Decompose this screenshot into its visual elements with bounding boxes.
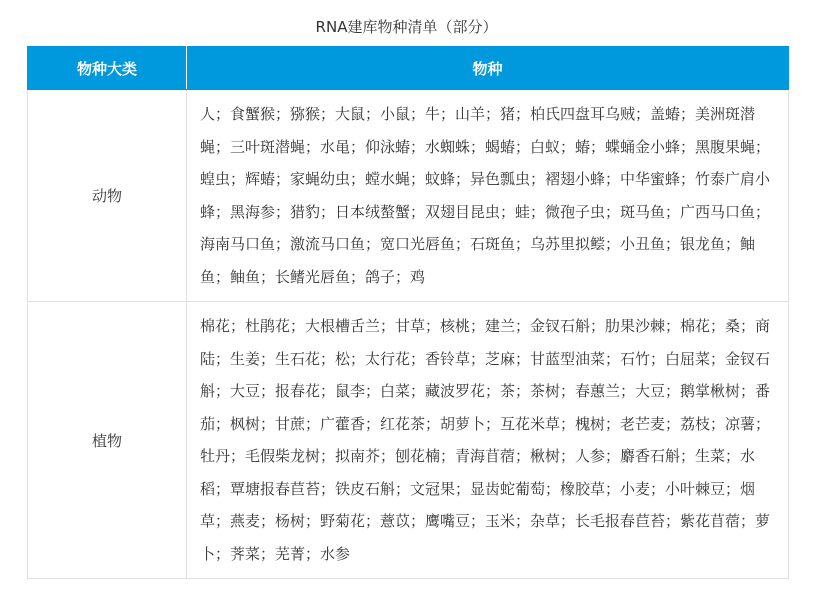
header-category: 物种大类 [28,47,187,90]
species-table [27,46,789,579]
table-caption: RNA建库物种清单（部分） [315,18,498,36]
header-species: 物种 [187,47,789,90]
table-row-plants [28,302,789,579]
species-cell: 棉花；杜鹃花；大根槽舌兰；甘草；核桃；建兰；金钗石斛；肋果沙棘；棉花；桑；商陆；生姜；生石花；松；太行花；香铃草；芝麻；甘蓝型油菜；石竹；白屈菜；金钗石斛；大豆；报春花；鼠李；白菜；藏波罗花；茶；茶树；春蕙兰；大豆；鹅掌楸树；番茄；枫树；甘蔗；广藿香；红花茶；胡萝卜；互花米草；槐树；老芒麦；荔枝；凉薯；牡丹；毛假柴龙树；拟南芥；刨花楠；青海苜蓿；楸树；人参；麝香石斛；生菜；水稻；覃塘报春苣苔；铁皮石斛；文冠果；显齿蛇葡萄；橡胶草；小麦；小叶棘豆；烟草；燕麦；杨树；野菊花；薏苡；鹰嘴豆；玉米；杂草；长毛报春苣苔；紫花苜蓿；萝卜；荠菜；芜菁；水参 [187,302,789,579]
species-cell: 人；食蟹猴；猕猴；大鼠；小鼠；牛；山羊；猪；柏氏四盘耳乌贼；盖蝽；美洲斑潜蝇；三叶斑潜蝇；水黾；仰泳蝽；水蜘蛛；蝎蝽；白蚁；蝽；蝶蛹金小蜂；黑腹果蝇；蝗虫；辉蝽；家蝇幼虫；螳水蝇；蚊蜂；异色瓢虫；褶翅小蜂；中华蜜蜂；竹泰广肩小蜂；黑海参；猎豹；日本绒螯蟹；双翅目昆虫；蛙；微孢子虫；斑马鱼；广西马口鱼；海南马口鱼；激流马口鱼；宽口光唇鱼；石斑鱼；乌苏里拟鲿；小丑鱼；银龙鱼；鲉鱼；鲉鱼；长鳍光唇鱼；鸽子；鸡 [187,90,789,302]
category-cell: 动物 [28,90,187,302]
table-header [28,47,789,90]
table-body [28,90,789,579]
header-row [28,47,789,90]
table-row-animals [28,90,789,302]
category-cell: 植物 [28,302,187,579]
